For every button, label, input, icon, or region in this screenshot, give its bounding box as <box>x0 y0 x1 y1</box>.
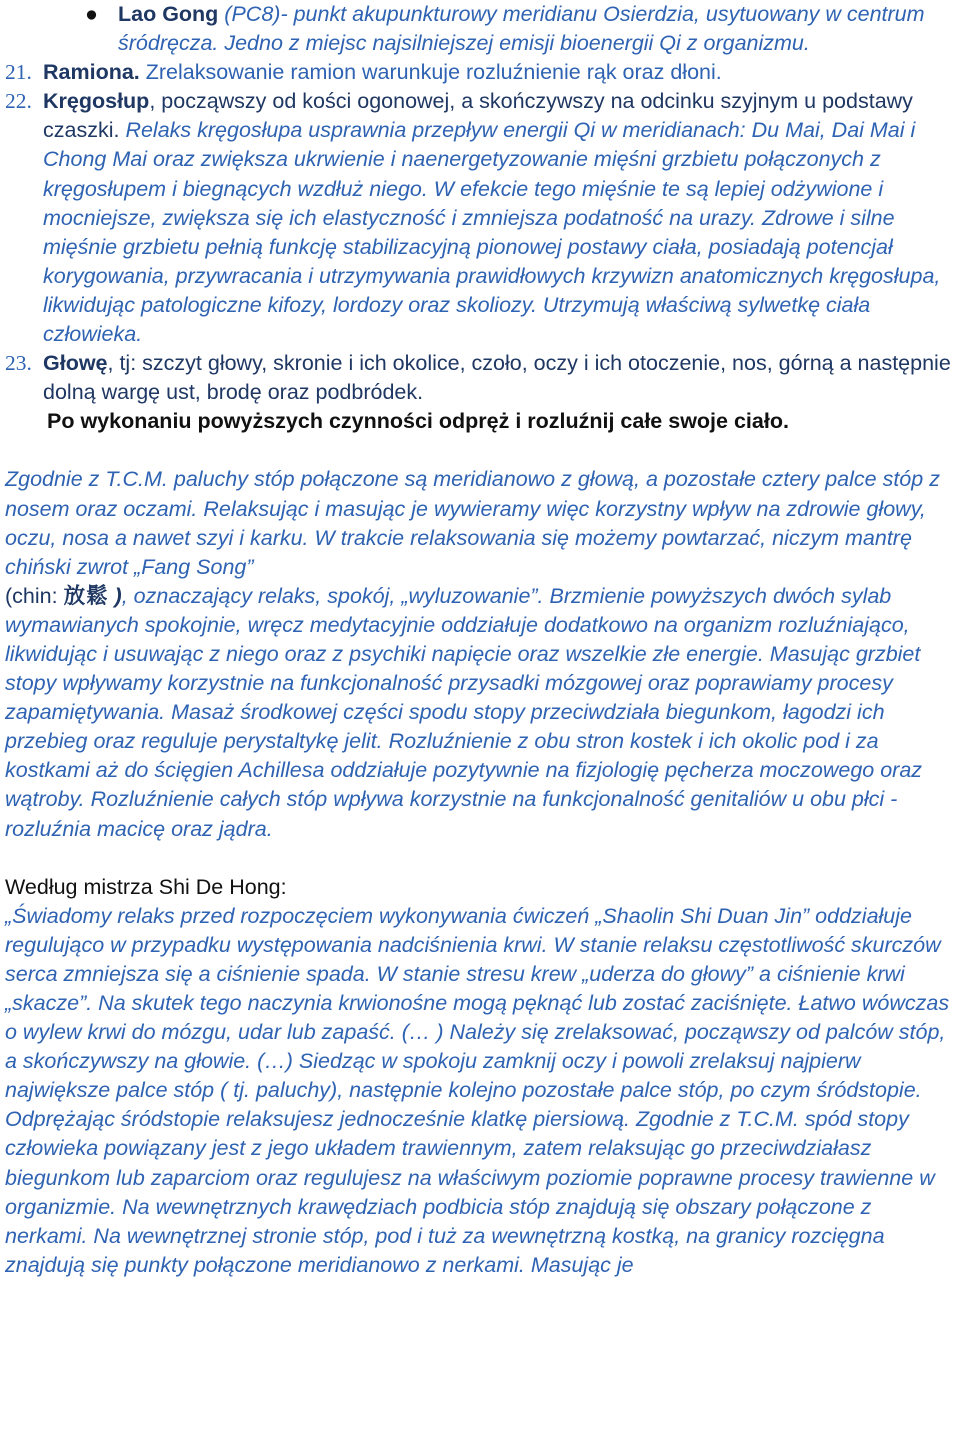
term-lao-gong: Lao Gong <box>118 2 219 26</box>
list-item-22 <box>5 87 955 349</box>
list-item-lao-gong <box>5 0 955 58</box>
term-ramiona: Ramiona. <box>43 60 140 85</box>
list-item-23 <box>5 349 955 407</box>
chin-open: (chin: <box>5 583 64 608</box>
master-quote: „Świadomy relaks przed rozpoczęciem wykonywania ćwiczeń „Shaolin Shi Duan Jin” oddziałuje regulująco w przypadku występowania nadciśnienia krwi. W stanie relaksu częstotliwość skurczów serca zmniejsza się a ciśnienie spada. W stanie stresu krew „uderza do głowy” a ciśnienie krwi „skacze”. Na skutek tego naczynia krwionośne mogą pęknąć lub zostać zaciśnięte. Łatwo wówczas o wylew krwi do mózgu, udar lub zapaść. (… ) Należy się zrelaksować, począwszy od palców stóp, a skończywszy na głowie. (…) Siedząc w spokoju zamknij oczy i powoli zrelaksuj najpierw największe palce stóp ( tj. paluchy), następnie kolejno pozostałe palce stóp, po czym śródstopie. Odprężając śródstopie relaksujesz jednocześnie klatkę piersiową. Zgodnie z T.C.M. spód stopy człowieka powiązany jest z jego układem trawiennym, zatem relaksując go przeciwdziałasz biegunkom lub zaparciom oraz regulujesz na właściwym poziomie poprawne procesy trawienne w organizmie. Na wewnętrznych krawędziach podbicia stóp znajdują się obszary połączone z nerkami. Na wewnętrznej stronie stóp, pod i tuż za wewnętrzną kostką, na granicy rozcięgna znajdują się punkty połączone meridianowo z nerkami. Masując je <box>5 903 950 1277</box>
item-number-22: 22. <box>5 89 32 114</box>
tcm-rest-1: Relaksując i masując je wywieramy więc korzystny wpływ na zdrowie głowy, oczu, nosa a nawet szyi i karku. W trakcie relaksowania się możemy powtarzać, niczym mantrę chiński zwrot „Fang Song” <box>5 496 926 579</box>
document-page <box>5 0 955 1280</box>
spacer <box>5 436 955 465</box>
term-kregoslup: Kręgosłup <box>43 89 150 114</box>
desc-ramiona: Zrelaksowanie ramion warunkuje rozluźnienie rąk oraz dłoni. <box>139 60 722 85</box>
bullet-icon: ● <box>85 2 98 26</box>
desc-kregoslup-plain: , począwszy od kości ogonowej, a skończywszy na odcinku szyjnym u podstawy czaszki. <box>43 89 913 143</box>
desc-kregoslup-tail: Zdrowe i silne mięśnie grzbietu pełnią funkcję stabilizacyjną pionowej postawy ciała, posiadają potencjał korygowania, przywracania i utrzymywania prawidłowych krzywizn anatomicznych kręgosłupa, likwidując patologiczne kifozy, lordozy oraz skoliozy. Utrzymują właściwą sylwetkę ciała człowieka. <box>43 205 941 347</box>
desc-glowe: , tj: szczyt głowy, skronie i ich okolice, czoło, oczy i ich otoczenie, nos, górną a następnie dolną wargę ust, brodę oraz podbródek. <box>43 351 951 405</box>
desc-lao-gong: (PC8)- punkt akupunkturowy meridianu Osierdzia, usytuowany w centrum śródręcza. Jedno z miejsc najsilniejszej emisji bioenergii Qi z organizmu. <box>118 2 925 56</box>
tcm-rest-2: Brzmienie powyższych dwóch sylab wymawianych spokojnie, wręcz medytacyjnie oddziałuje dodatkowo na organizm rozluźniająco, likwidując i usuwając z niego oraz z psychiki napięcie oraz wszelkie złe energie. Masując grzbiet stopy wpływamy korzystnie na funkcjonalność przysadki mózgowej oraz poprawiamy procesy zapamiętywania. Masaż środkowej części spodu stopy przeciwdziała biegunkom, łagodzi ich przebieg oraz reguluje perystaltykę jelit. Rozluźnienie z obu stron kostek i ich okolic pod i za kostkami aż do ścięgien Achillesa oddziałuje pozytywnie na fizjologię pęcherza moczowego oraz wątroby. Rozluźnienie całych stóp wpływa korzystnie na funkcjonalność genitaliów u obu płci - rozluźnia macicę oraz jądra. <box>5 583 923 841</box>
tcm-lead: Zgodnie z T.C.M. paluchy stóp połączone są meridianowo z głową, a pozostałe cztery palce stóp z nosem oraz oczami. <box>5 467 940 521</box>
desc-kregoslup-italic: Relaks kręgosłupa usprawnia przepływ energii Qi w meridianach: Du Mai, Dai Mai i Chong Mai oraz zwiększa ukrwienie i naenergetyzowanie mięśni grzbietu połączonych z kręgosłupem i biegnących wzdłuż niego. W efekcie tego mięśnie te są lepiej odżywione i mocniejsze, zwiększa się ich elastyczność i zmniejsza podatność na urazy. <box>43 118 916 230</box>
chin-meaning: , oznaczający relaks, spokój, „wyluzowanie”. <box>121 583 550 608</box>
spacer <box>5 844 955 873</box>
tcm-paragraph <box>5 465 955 843</box>
chin-close: ) <box>108 583 122 608</box>
master-intro: Według mistrza Shi De Hong: <box>5 874 287 899</box>
chinese-characters: 放鬆 <box>63 583 109 608</box>
closing-instruction: Po wykonaniu powyższych czynności odpręż i rozluźnij całe swoje ciało. <box>47 409 789 434</box>
item-number-21: 21. <box>5 60 32 85</box>
list-item-21 <box>5 58 955 87</box>
term-glowe: Głowę <box>43 351 108 376</box>
item-number-23: 23. <box>5 351 32 376</box>
